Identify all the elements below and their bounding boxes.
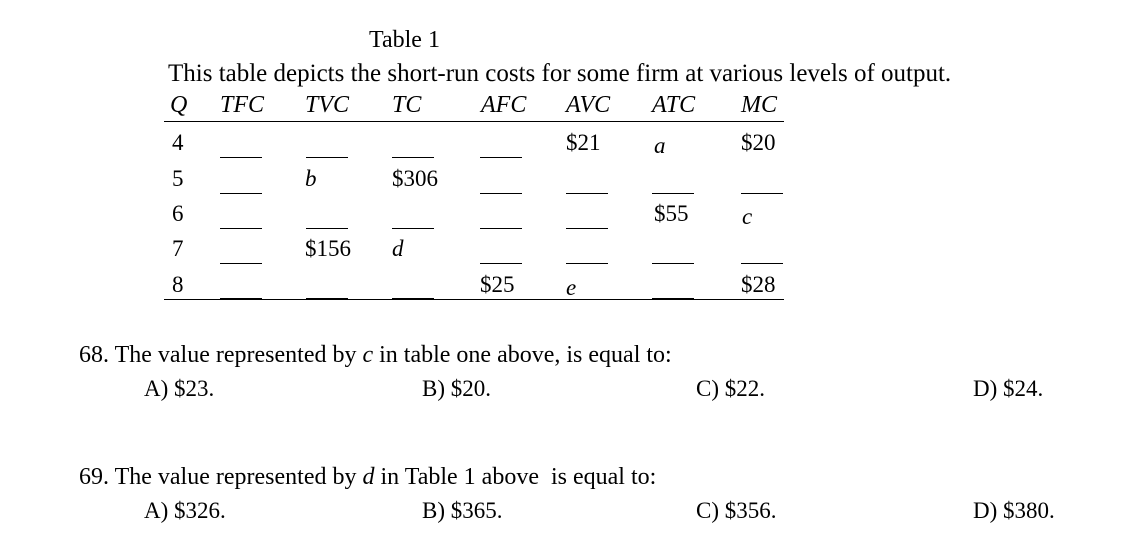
option-b[interactable]: B) $20. (422, 376, 491, 401)
question-number: 68. (79, 342, 109, 368)
row-8-afc: $25 (480, 272, 515, 297)
row-7-q: 7 (172, 236, 184, 261)
row-6-q: 6 (172, 201, 184, 226)
row-4-mc: $20 (741, 130, 776, 155)
header-avc: AVC (566, 92, 611, 118)
blank-line (220, 193, 262, 194)
blank-line (652, 298, 694, 299)
row-6-mc: c (742, 204, 753, 229)
row-7-tc: d (392, 236, 404, 261)
blank-line (306, 228, 348, 229)
question-69 (79, 464, 656, 491)
blank-line (306, 298, 348, 299)
row-5-tvc: b (305, 166, 317, 191)
row-6-atc: $55 (654, 201, 689, 226)
row-8-avc: e (566, 275, 577, 300)
bottom-rule (164, 299, 784, 300)
row-5-q: 5 (172, 166, 184, 191)
header-mc: MC (741, 92, 777, 118)
blank-line (220, 263, 262, 264)
blank-line (566, 263, 608, 264)
question-68 (79, 342, 672, 369)
table-title: Table 1 (369, 27, 440, 53)
header-atc: ATC (652, 92, 696, 118)
row-4-atc: a (654, 133, 666, 158)
blank-line (392, 298, 434, 299)
blank-line (392, 157, 434, 158)
row-7-tvc: $156 (305, 236, 351, 261)
header-q: Q (170, 92, 188, 118)
blank-line (220, 157, 262, 158)
blank-line (480, 263, 522, 264)
blank-line (652, 193, 694, 194)
question-variable: d (362, 464, 375, 490)
row-8-q: 8 (172, 272, 184, 297)
option-b[interactable]: B) $365. (422, 498, 503, 523)
question-text: in table one above, is equal to: (379, 342, 672, 368)
option-d[interactable]: D) $380. (973, 498, 1055, 523)
blank-line (566, 193, 608, 194)
row-8-mc: $28 (741, 272, 776, 297)
header-tvc: TVC (305, 92, 350, 118)
header-afc: AFC (481, 92, 527, 118)
header-tc: TC (392, 92, 422, 118)
blank-line (741, 193, 783, 194)
question-text: in Table 1 above is equal to: (380, 464, 657, 490)
blank-line (480, 157, 522, 158)
row-5-tc: $306 (392, 166, 438, 191)
blank-line (480, 193, 522, 194)
blank-line (220, 298, 262, 299)
blank-line (566, 228, 608, 229)
blank-line (652, 263, 694, 264)
question-text: The value represented by (114, 464, 357, 490)
blank-line (392, 228, 434, 229)
option-a[interactable]: A) $23. (144, 376, 215, 401)
question-number: 69. (79, 464, 109, 490)
option-c[interactable]: C) $22. (696, 376, 765, 401)
table-caption: This table depicts the short-run costs for some firm at various levels of output. (168, 60, 952, 87)
blank-line (480, 228, 522, 229)
header-rule (164, 121, 784, 122)
row-4-q: 4 (172, 130, 184, 155)
blank-line (741, 263, 783, 264)
blank-line (220, 228, 262, 229)
question-text: The value represented by (114, 342, 357, 368)
blank-line (306, 157, 348, 158)
option-d[interactable]: D) $24. (973, 376, 1044, 401)
question-variable: c (362, 342, 374, 368)
header-tfc: TFC (220, 92, 265, 118)
option-c[interactable]: C) $356. (696, 498, 777, 523)
option-a[interactable]: A) $326. (144, 498, 226, 523)
row-4-avc: $21 (566, 130, 601, 155)
